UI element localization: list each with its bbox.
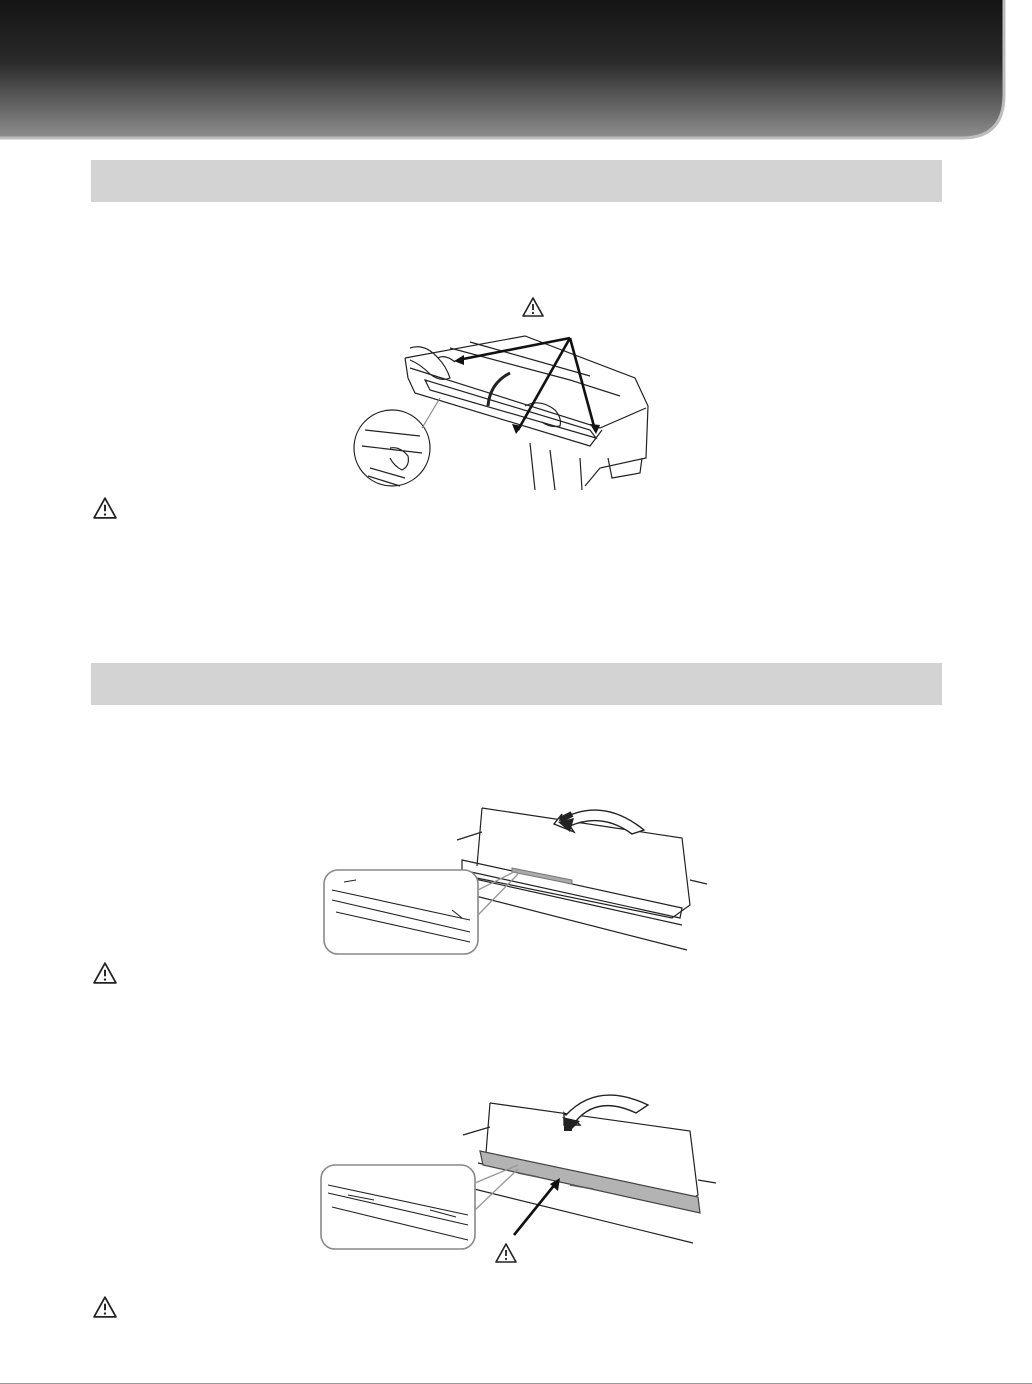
caution-warning-icon-2 [93, 962, 117, 984]
section-bar-1 [91, 160, 942, 202]
warning-triangle-icon [522, 297, 544, 317]
figure-music-rest-lower [318, 1085, 718, 1270]
warning-triangle-icon-2 [495, 1243, 517, 1263]
figure-music-rest-raise [322, 800, 712, 958]
figure-key-cover [350, 318, 650, 490]
section-bar-2 [91, 663, 942, 705]
page-header-band [0, 0, 1032, 145]
caution-warning-icon [93, 497, 117, 519]
caution-warning-icon-3 [93, 1296, 117, 1318]
